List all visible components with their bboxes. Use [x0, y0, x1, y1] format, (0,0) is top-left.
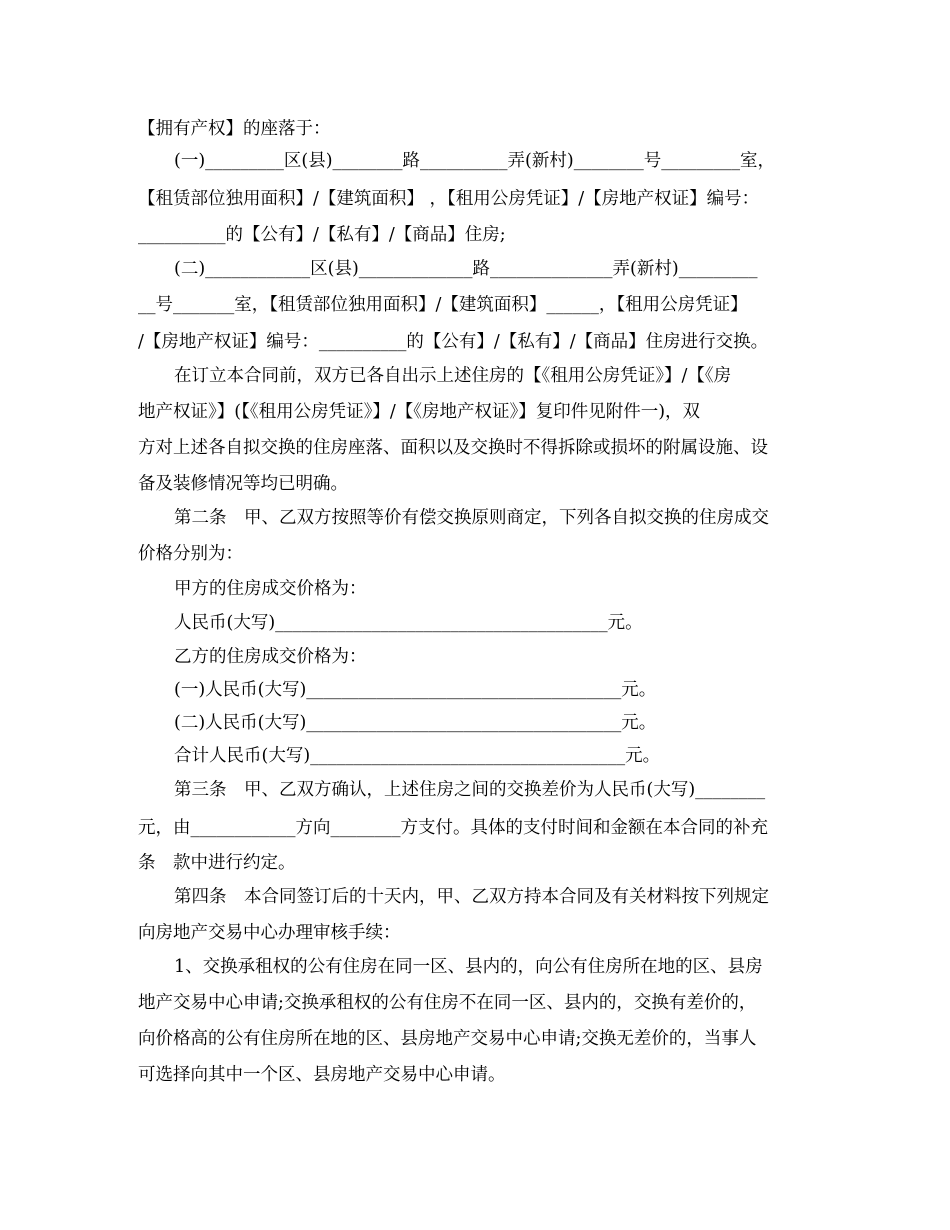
text-line: (一)_________区(县)________路__________弄(新村)________号_________室， [174, 151, 775, 171]
text-line: __号_______室，【租赁部位独用面积】/【建筑面积】______，【租用公房凭证】 [138, 295, 748, 315]
text-line: 第四条 本合同签订后的十天内，甲、乙双方持本合同及有关材料按下列规定 [174, 887, 769, 907]
text-line: /【房地产权证】编号：__________的【公有】/【私有】/【商品】住房进行交换。 [138, 332, 769, 352]
text-line: __________的【公有】/【私有】/【商品】住房; [138, 225, 506, 245]
text-line: 【拥有产权】的座落于： [138, 119, 331, 139]
text-line: 备及装修情况等均已明确。 [138, 474, 348, 494]
text-line: 【租赁部位独用面积】/【建筑面积】 ，【租用公房凭证】/【房地产权证】编号： [138, 189, 760, 209]
text-line: 向房地产交易中心办理审核手续： [138, 923, 401, 943]
text-line: 第二条 甲、乙双方按照等价有偿交换原则商定，下列各自拟交换的住房成交 [174, 508, 769, 528]
text-line: 1、交换承租权的公有住房在同一区、县内的，向公有住房所在地的区、县房 [174, 957, 763, 977]
text-line: (二)人民币(大写)____________________________________元。 [174, 713, 657, 733]
text-line: 人民币(大写)______________________________________元。 [174, 613, 643, 633]
text-line: 向价格高的公有住房所在地的区、县房地产交易中心申请;交换无差价的，当事人 [138, 1029, 757, 1049]
text-line: 乙方的住房成交价格为： [174, 647, 367, 667]
text-line: 价格分别为： [138, 544, 243, 564]
text-line: 元，由____________方向________方支付。具体的支付时间和金额在本合同的补充 [138, 818, 768, 838]
text-line: 条 款中进行约定。 [138, 853, 296, 873]
text-line: 方对上述各自拟交换的住房座落、面积以及交换时不得拆除或损坏的附属设施、设 [138, 438, 768, 458]
text-line: 地产权证》】(【《租用公房凭证》】/【《房地产权证》】复印件见附件一)，双 [138, 402, 701, 422]
text-line: (二)____________区(县)_____________路______________弄(新村)_________ [174, 259, 758, 279]
text-line: 在订立本合同前，双方已各自出示上述住房的【《租用公房凭证》】/【《房 [174, 366, 732, 386]
text-line: 地产交易中心申请;交换承租权的公有住房不在同一区、县内的，交换有差价的， [138, 993, 757, 1013]
text-line: 可选择向其中一个区、县房地产交易中心申请。 [138, 1065, 506, 1085]
text-line: 第三条 甲、乙双方确认，上述住房之间的交换差价为人民币(大写)________ [174, 780, 766, 800]
text-line: 甲方的住房成交价格为： [174, 579, 367, 599]
text-line: (一)人民币(大写)____________________________________元。 [174, 680, 657, 700]
text-line: 合计人民币(大写)____________________________________元。 [174, 746, 661, 766]
